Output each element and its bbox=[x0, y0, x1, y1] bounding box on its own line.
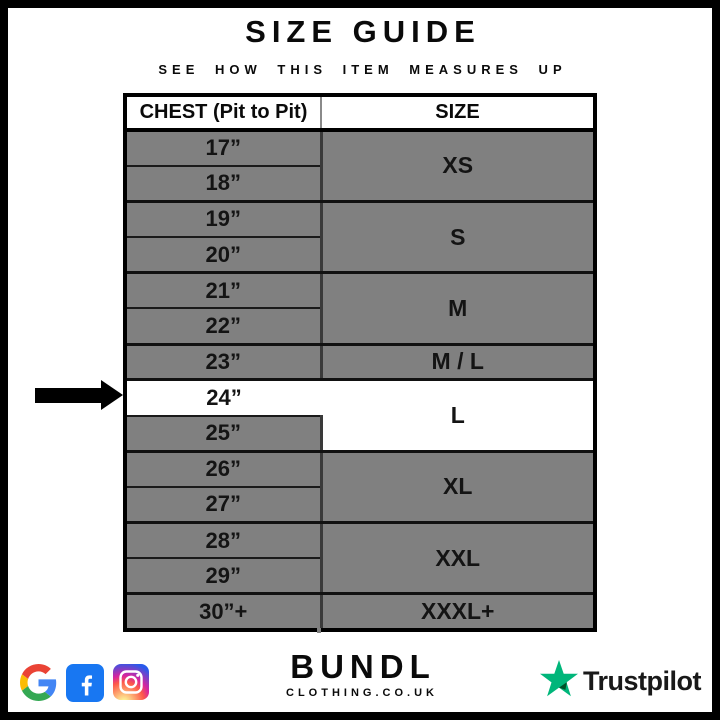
table-row bbox=[125, 594, 595, 630]
size-cell-xl: XL bbox=[321, 451, 595, 522]
brand-domain: CLOTHING.CO.UK bbox=[286, 687, 438, 699]
chest-cell-26: 26” bbox=[125, 451, 321, 487]
table-row bbox=[125, 201, 595, 237]
size-cell-xxxlplus: XXXL+ bbox=[321, 594, 595, 630]
trustpilot-logo[interactable] bbox=[540, 660, 701, 702]
chest-cell-19: 19” bbox=[125, 201, 321, 237]
size-table bbox=[123, 93, 597, 632]
chest-cell-22: 22” bbox=[125, 308, 321, 344]
chest-cell-27: 27” bbox=[125, 487, 321, 523]
chest-cell-23: 23” bbox=[125, 344, 321, 380]
chest-cell-18: 18” bbox=[125, 166, 321, 202]
trustpilot-wordmark: Trustpilot bbox=[583, 665, 701, 696]
chest-cell-20: 20” bbox=[125, 237, 321, 273]
size-cell-l-highlighted: L bbox=[321, 380, 595, 451]
chest-cell-28: 28” bbox=[125, 523, 321, 559]
size-cell-xs: XS bbox=[321, 130, 595, 201]
size-cell-m: M bbox=[321, 273, 595, 344]
table-row bbox=[125, 451, 595, 487]
chest-cell-24-highlighted: 24” bbox=[125, 380, 321, 416]
table-row bbox=[125, 130, 595, 166]
table-header-row bbox=[125, 95, 595, 130]
selected-row-arrow-head bbox=[101, 380, 123, 410]
chest-cell-30plus: 30”+ bbox=[125, 594, 321, 630]
size-column-header: SIZE bbox=[321, 95, 595, 130]
table-row bbox=[125, 344, 595, 380]
size-cell-s: S bbox=[321, 201, 595, 272]
chest-column-header: CHEST (Pit to Pit) bbox=[125, 95, 321, 130]
chest-cell-21: 21” bbox=[125, 273, 321, 309]
page-title: SIZE GUIDE bbox=[245, 14, 481, 49]
selected-row-arrow bbox=[35, 388, 101, 403]
table-row-highlighted bbox=[125, 380, 595, 416]
size-cell-xxl: XXL bbox=[321, 523, 595, 594]
size-cell-m-l: M / L bbox=[321, 344, 595, 380]
chest-cell-25: 25” bbox=[125, 416, 321, 452]
chest-cell-29: 29” bbox=[125, 558, 321, 594]
table-row bbox=[125, 523, 595, 559]
table-row bbox=[125, 273, 595, 309]
table-divider-stub bbox=[317, 628, 321, 633]
trustpilot-star-icon bbox=[540, 660, 578, 702]
chest-cell-17: 17” bbox=[125, 130, 321, 166]
brand-name: BUNDL bbox=[290, 648, 436, 685]
page-subtitle: SEE HOW THIS ITEM MEASURES UP bbox=[158, 62, 567, 77]
